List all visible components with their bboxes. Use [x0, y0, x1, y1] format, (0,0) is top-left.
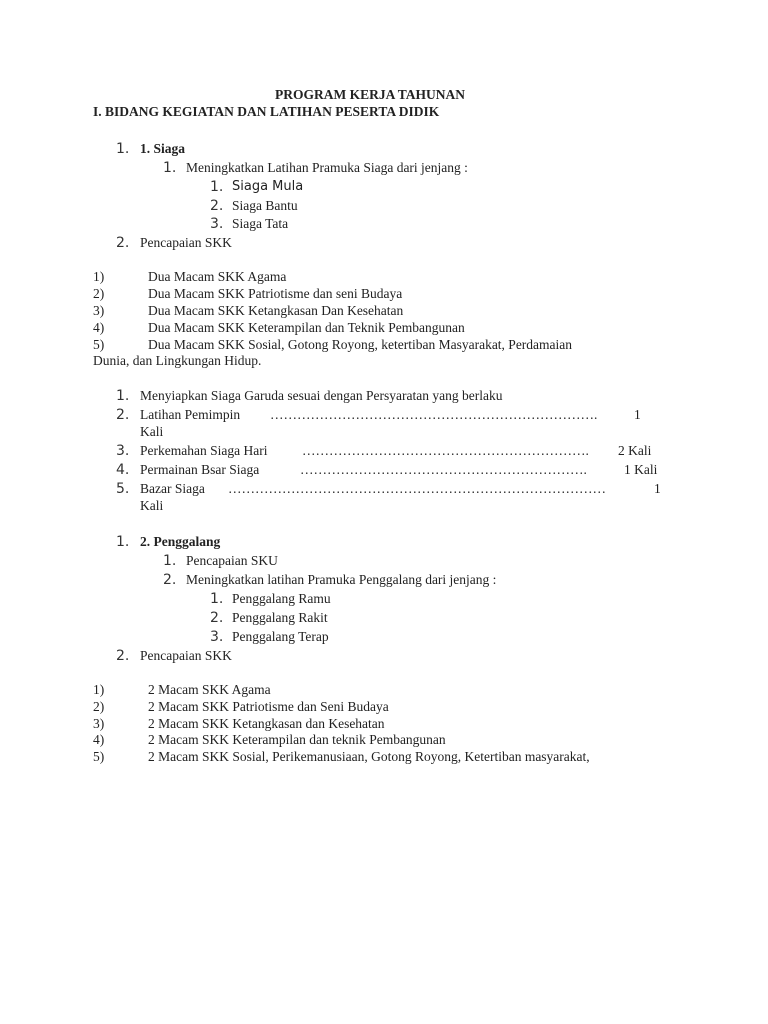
page-title: PROGRAM KERJA TAHUNAN — [275, 87, 466, 102]
list-item: Pencapaian SKK — [140, 235, 232, 250]
list-item: Penggalang Rakit — [232, 610, 328, 625]
list-item: Dua Macam SKK Agama — [148, 269, 287, 284]
item-number: 2) — [93, 699, 105, 714]
list-item: Penggalang Terap — [232, 629, 329, 644]
item-number: 5) — [93, 337, 105, 352]
list-marker: 3. — [210, 629, 224, 645]
list-marker: 3. — [210, 216, 224, 232]
frequency: 1 — [634, 407, 641, 422]
list-marker: 2. — [116, 648, 130, 664]
item-number: 4) — [93, 320, 105, 335]
list-item: 2 Macam SKK Patriotisme dan Seni Budaya — [148, 699, 389, 714]
list-marker: 1. — [210, 591, 224, 607]
frequency: 2 Kali — [618, 443, 652, 458]
list-marker: 1. — [116, 388, 130, 404]
list-item: Bazar Siaga — [140, 481, 205, 496]
item-number: 3) — [93, 303, 105, 318]
list-item: Perkemahan Siaga Hari — [140, 443, 268, 458]
list-item-continuation: Kali — [140, 498, 164, 513]
list-item: Meningkatkan latihan Pramuka Penggalang dari jenjang : — [186, 572, 497, 587]
list-marker: 4. — [116, 462, 130, 478]
list-item: 2 Macam SKK Keterampilan dan teknik Pembangunan — [148, 732, 446, 747]
list-item: Siaga Tata — [232, 216, 289, 231]
frequency: 1 — [654, 481, 661, 496]
section-heading: I. BIDANG KEGIATAN DAN LATIHAN PESERTA DIDIK — [93, 104, 440, 119]
list-item-continuation: Kali — [140, 424, 164, 439]
siaga-heading: 1. Siaga — [140, 141, 186, 156]
list-marker: 3. — [116, 443, 130, 459]
list-marker: 1. — [210, 179, 224, 195]
list-item: Dua Macam SKK Sosial, Gotong Royong, ketertiban Masyarakat, Perdamaian — [148, 337, 573, 352]
dot-leader: ………………………………………………………. — [300, 462, 587, 477]
list-item: 2 Macam SKK Ketangkasan dan Kesehatan — [148, 716, 385, 731]
list-item: Pencapaian SKK — [140, 648, 232, 663]
list-marker: 2. — [116, 407, 130, 423]
list-item: Menyiapkan Siaga Garuda sesuai dengan Persyaratan yang berlaku — [140, 388, 503, 403]
list-marker: 1. — [116, 141, 130, 157]
list-item: Siaga Mula — [232, 179, 304, 194]
item-number: 2) — [93, 286, 105, 301]
list-item-continuation: Dunia, dan Lingkungan Hidup. — [93, 353, 262, 368]
list-item: 2 Macam SKK Agama — [148, 682, 271, 697]
list-marker: 1. — [116, 534, 130, 550]
frequency: 1 Kali — [624, 462, 658, 477]
list-item: Dua Macam SKK Patriotisme dan seni Budaya — [148, 286, 403, 301]
list-item: Dua Macam SKK Ketangkasan Dan Kesehatan — [148, 303, 404, 318]
list-marker: 2. — [116, 235, 130, 251]
item-number: 1) — [93, 269, 105, 284]
list-item: Dua Macam SKK Keterampilan dan Teknik Pembangunan — [148, 320, 465, 335]
list-item: 2 Macam SKK Sosial, Perikemanusiaan, Gotong Royong, Ketertiban masyarakat, — [148, 749, 590, 764]
list-marker: 1. — [163, 553, 177, 569]
item-number: 5) — [93, 749, 105, 764]
list-marker: 5. — [116, 481, 130, 497]
item-number: 4) — [93, 732, 105, 747]
item-number: 1) — [93, 682, 105, 697]
list-item: Permainan Bsar Siaga — [140, 462, 260, 477]
list-marker: 2. — [163, 572, 177, 588]
dot-leader: ………………………………………………………………. — [270, 407, 598, 422]
list-item: Siaga Bantu — [232, 198, 298, 213]
list-item: Pencapaian SKU — [186, 553, 278, 568]
list-item: Penggalang Ramu — [232, 591, 331, 606]
penggalang-heading: 2. Penggalang — [140, 534, 221, 549]
list-marker: 2. — [210, 610, 224, 626]
item-number: 3) — [93, 716, 105, 731]
list-marker: 1. — [163, 160, 177, 176]
list-item: Meningkatkan Latihan Pramuka Siaga dari jenjang : — [186, 160, 468, 175]
dot-leader: ………………………………………………………………………… — [228, 481, 606, 496]
list-marker: 2. — [210, 198, 224, 214]
list-item: Latihan Pemimpin — [140, 407, 241, 422]
dot-leader: ………………………………………………………. — [302, 443, 589, 458]
